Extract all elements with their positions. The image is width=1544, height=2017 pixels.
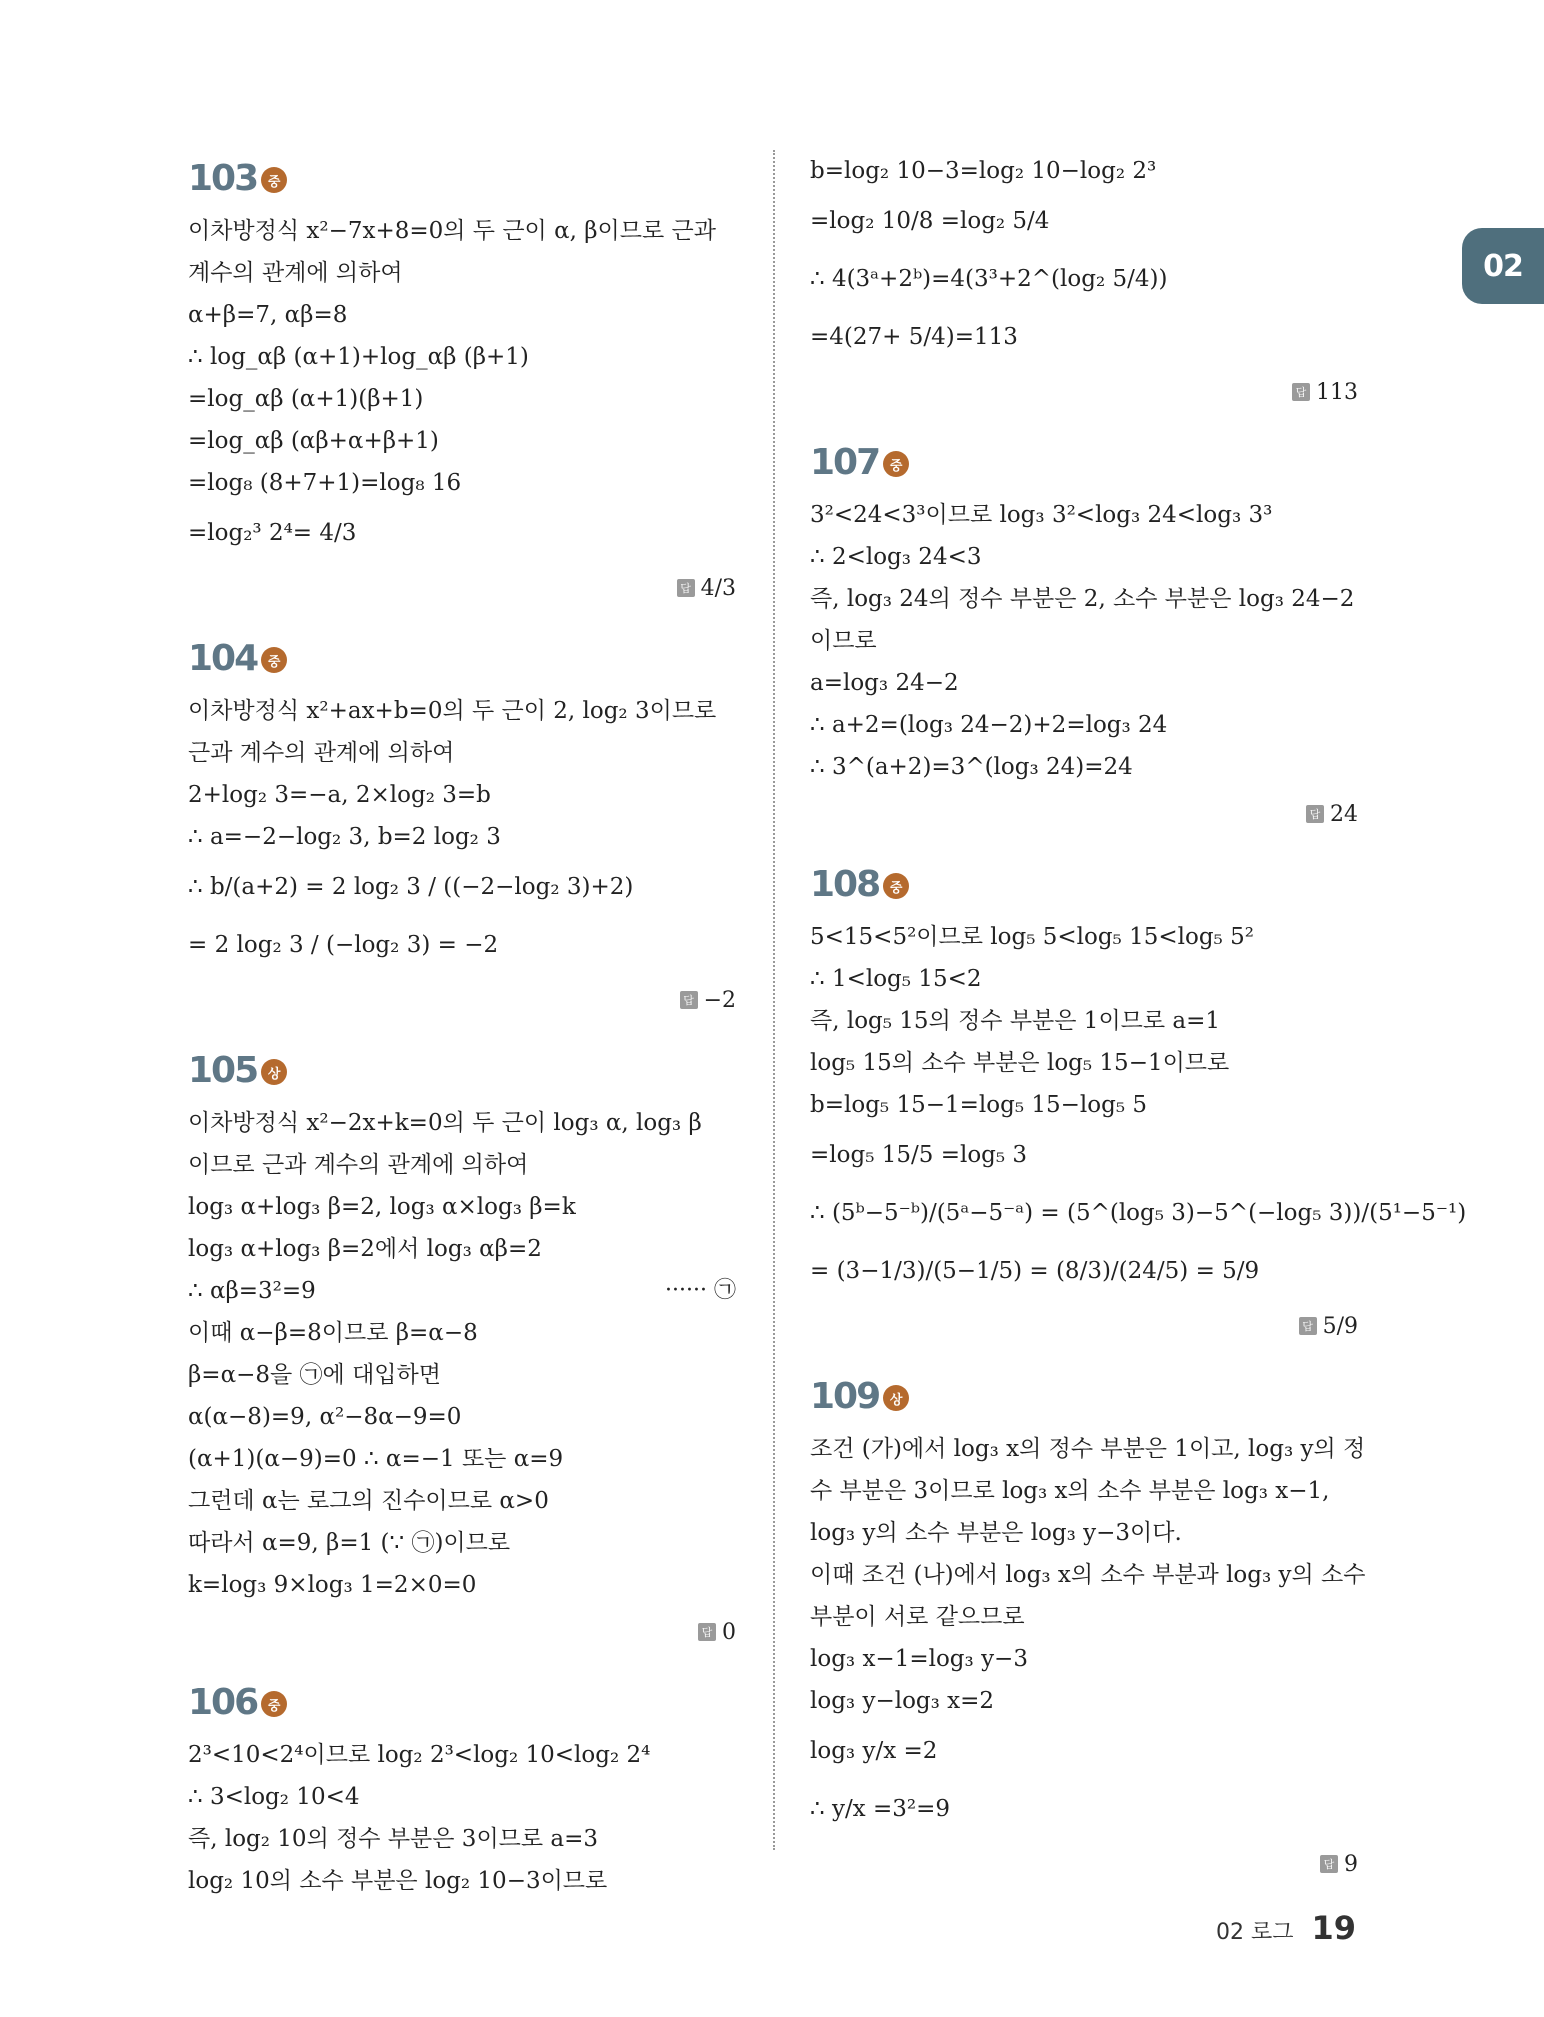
solution-line [810,1242,1358,1300]
solution-line [188,1564,736,1606]
answer-badge: 답 [1292,383,1310,401]
solution-text: 3²<24<3³이므로 log₃ 3²<log₃ 24<log₃ 3³ [810,502,1273,528]
solution-text: ∴ 2<log₃ 24<3 [810,544,982,570]
answer-value: 0 [722,1619,736,1645]
solution-line [188,1228,736,1270]
solution-text: log₃ y의 소수 부분은 log₃ y−3이다. [810,1520,1182,1546]
solution-text: 이므로 근과 계수의 관계에 의하여 [188,1152,529,1178]
solution-line [810,1512,1358,1554]
problem-number: 107 [810,441,880,483]
solution-text: log₃ x−1=log₃ y−3 [810,1646,1028,1672]
solution-line [188,1522,736,1564]
solution-line [188,1396,736,1438]
solution-text: ∴ 3^(a+2)=3^(log₃ 24)=24 [810,754,1133,780]
solution-text: =log₈ (8+7+1)=log₈ 16 [188,470,462,496]
solution-line [188,1102,736,1144]
answer-line [188,980,736,1020]
solution-line [188,462,736,504]
problem-block [188,630,736,1020]
solution-line [810,1126,1358,1184]
solution-text: ∴ 4(3ᵃ+2ᵇ)=4(3³+2^(log₂ 5/4)) [810,266,1168,292]
solution-line [188,1144,736,1186]
problem-header [810,856,1358,912]
solution-text: 수 부분은 3이므로 log₃ x의 소수 부분은 log₃ x−1, [810,1478,1330,1504]
solution-text: b=log₂ 10−3=log₂ 10−log₂ 2³ [810,158,1157,184]
solution-line [188,1776,736,1818]
solution-line [810,1084,1358,1126]
solution-text: ∴ 1<log₅ 15<2 [810,966,982,992]
difficulty-badge: 상 [261,1059,287,1085]
solution-line [810,1596,1358,1638]
solution-text: 이때 α−β=8이므로 β=α−8 [188,1320,478,1346]
solution-line [810,536,1358,578]
solution-line [188,504,736,562]
solution-text: 즉, log₂ 10의 정수 부분은 3이므로 a=3 [188,1826,599,1852]
solution-line [188,1734,736,1776]
solution-line [810,1184,1467,1242]
solution-line [188,420,736,462]
solution-line [188,858,736,916]
solution-line [810,1780,1358,1838]
answer-value: 5/9 [1322,1313,1358,1339]
solution-line [188,1312,736,1354]
solution-text: k=log₃ 9×log₃ 1=2×0=0 [188,1572,477,1598]
problem-number: 108 [810,863,880,905]
solution-line [810,916,1358,958]
solution-text: =log_αβ (α+1)(β+1) [188,386,424,412]
solution-line [810,1042,1358,1084]
problem-block [188,150,736,608]
solution-line [810,1638,1358,1680]
solution-line [188,774,736,816]
solution-line [188,1186,736,1228]
answer-badge: 답 [1306,805,1324,823]
difficulty-badge: 중 [261,167,287,193]
solution-line [810,308,1358,366]
solution-text: β=α−8을 ㉠에 대입하면 [188,1362,441,1388]
solution-text: α+β=7, αβ=8 [188,302,348,328]
difficulty-badge: 중 [883,873,909,899]
solution-text: =log_αβ (αβ+α+β+1) [188,428,439,454]
solution-line [810,746,1358,788]
chapter-tab: 02 [1462,228,1544,304]
solution-text: 따라서 α=9, β=1 (∵ ㉠)이므로 [188,1530,511,1556]
answer-line [188,1612,736,1652]
problem-block [188,1674,736,1902]
solution-line [188,1480,736,1522]
solution-line [810,494,1358,536]
problem-header [188,1042,736,1098]
right-column [810,150,1467,1906]
solution-text: ∴ αβ=3²=9 [188,1278,316,1304]
solution-text: ∴ 3<log₂ 10<4 [188,1784,360,1810]
solution-text: 5<15<5²이므로 log₅ 5<log₅ 15<log₅ 5² [810,924,1254,950]
solution-text: 그런데 α는 로그의 진수이므로 α>0 [188,1488,549,1514]
problem-block [188,1042,736,1652]
solution-line [810,250,1358,308]
answer-badge: 답 [698,1623,716,1641]
solution-line [188,378,736,420]
answer-badge: 답 [677,579,695,597]
solution-text: ∴ a+2=(log₃ 24−2)+2=log₃ 24 [810,712,1168,738]
answer-value: 4/3 [700,575,736,601]
problem-number: 105 [188,1049,258,1091]
solution-line [188,1270,736,1312]
solution-text: ∴ (5ᵇ−5⁻ᵇ)/(5ᵃ−5⁻ᵃ) = (5^(log₅ 3)−5^(−log₅ 3))/(5¹−5⁻¹) [810,1200,1467,1226]
answer-value: 113 [1316,379,1358,405]
solution-text: = (3−1/3)/(5−1/5) = (8/3)/(24/5) = 5/9 [810,1258,1260,1284]
chapter-title: 02 로그 [1215,1920,1294,1945]
solution-line [188,732,736,774]
solution-text: 2+log₂ 3=−a, 2×log₂ 3=b [188,782,491,808]
solution-text: 조건 (가)에서 log₃ x의 정수 부분은 1이고, log₃ y의 정 [810,1436,1366,1462]
solution-text: 즉, log₅ 15의 정수 부분은 1이므로 a=1 [810,1008,1221,1034]
answer-line [810,372,1358,412]
answer-line [810,1306,1358,1346]
solution-text: log₃ α+log₃ β=2, log₃ α×log₃ β=k [188,1194,576,1220]
solution-line [188,210,736,252]
solution-line [810,150,1358,192]
problem-header [188,630,736,686]
solution-line [188,816,736,858]
solution-line [188,1860,736,1902]
column-divider [773,150,775,1850]
problem-header [188,150,736,206]
solution-text: 이므로 [810,628,877,654]
difficulty-badge: 중 [883,451,909,477]
solution-text: =log₂ 10/8 =log₂ 5/4 [810,208,1050,234]
solution-line [810,1000,1358,1042]
answer-line [188,568,736,608]
solution-line [810,578,1358,620]
solution-text: 2³<10<2⁴이므로 log₂ 2³<log₂ 10<log₂ 2⁴ [188,1742,651,1768]
solution-text: log₃ y−log₃ x=2 [810,1688,995,1714]
page-number: 19 [1311,1909,1356,1947]
left-column [188,150,736,1924]
solution-line [188,294,736,336]
answer-line [810,1844,1358,1884]
solution-text: =log₂³ 2⁴= 4/3 [188,520,357,546]
solution-line [810,662,1358,704]
solution-line [188,1438,736,1480]
solution-text: log₂ 10의 소수 부분은 log₂ 10−3이므로 [188,1868,608,1894]
difficulty-badge: 중 [261,1691,287,1717]
solution-line [188,336,736,378]
problem-block [810,434,1358,834]
answer-badge: 답 [680,991,698,1009]
solution-text: ∴ log_αβ (α+1)+log_αβ (β+1) [188,344,529,370]
solution-line [810,1722,1358,1780]
solution-line [810,1680,1358,1722]
problem-header [188,1674,736,1730]
solution-text: b=log₅ 15−1=log₅ 15−log₅ 5 [810,1092,1147,1118]
solution-text: ∴ a=−2−log₂ 3, b=2 log₂ 3 [188,824,501,850]
solution-text: log₃ y/x =2 [810,1738,938,1764]
answer-line [810,794,1358,834]
solution-line [188,690,736,732]
solution-line [810,192,1358,250]
solution-text: log₅ 15의 소수 부분은 log₅ 15−1이므로 [810,1050,1230,1076]
page-footer [1216,1909,1356,1947]
solution-text: 계수의 관계에 의하여 [188,260,403,286]
solution-line [810,1428,1366,1470]
solution-line [810,1470,1358,1512]
solution-line [188,1354,736,1396]
solution-line [810,620,1358,662]
problem-number: 109 [810,1375,880,1417]
solution-text: ∴ y/x =3²=9 [810,1796,950,1822]
solution-text: = 2 log₂ 3 / (−log₂ 3) = −2 [188,932,499,958]
problem-number: 106 [188,1681,258,1723]
answer-badge: 답 [1320,1855,1338,1873]
solution-text: =log₅ 15/5 =log₅ 3 [810,1142,1028,1168]
problem-block [810,150,1358,412]
difficulty-badge: 상 [883,1385,909,1411]
solution-line [810,958,1358,1000]
answer-value: 9 [1344,1851,1358,1877]
problem-block [810,1368,1366,1884]
solution-line [188,252,736,294]
difficulty-badge: 중 [261,647,287,673]
solution-line [810,704,1358,746]
problem-header [810,1368,1358,1424]
answer-value: −2 [703,987,736,1013]
answer-value: 24 [1330,801,1358,827]
solution-text: ∴ b/(a+2) = 2 log₂ 3 / ((−2−log₂ 3)+2) [188,874,634,900]
problem-number: 103 [188,157,258,199]
solution-text: 이차방정식 x²+ax+b=0의 두 근이 2, log₂ 3이므로 [188,698,717,724]
problem-number: 104 [188,637,258,679]
problem-block [810,856,1467,1346]
solution-text: 이차방정식 x²−2x+k=0의 두 근이 log₃ α, log₃ β [188,1110,702,1136]
solution-text: 즉, log₃ 24의 정수 부분은 2, 소수 부분은 log₃ 24−2 [810,586,1355,612]
solution-text: =4(27+ 5/4)=113 [810,324,1018,350]
solution-text: 근과 계수의 관계에 의하여 [188,740,455,766]
problem-header [810,434,1358,490]
answer-badge: 답 [1299,1317,1317,1335]
solution-line [188,916,736,974]
solution-line [810,1554,1366,1596]
solution-text: 이차방정식 x²−7x+8=0의 두 근이 α, β이므로 근과 [188,218,716,244]
solution-text: log₃ α+log₃ β=2에서 log₃ αβ=2 [188,1236,542,1262]
solution-text: α(α−8)=9, α²−8α−9=0 [188,1404,462,1430]
solution-text: 이때 조건 (나)에서 log₃ x의 소수 부분과 log₃ y의 소수 [810,1562,1366,1588]
solution-text: a=log₃ 24−2 [810,670,959,696]
equation-marker: ······ ㉠ [665,1278,736,1303]
solution-line [188,1818,736,1860]
solution-text: (α+1)(α−9)=0 ∴ α=−1 또는 α=9 [188,1446,564,1472]
solution-text: 부분이 서로 같으므로 [810,1604,1025,1630]
